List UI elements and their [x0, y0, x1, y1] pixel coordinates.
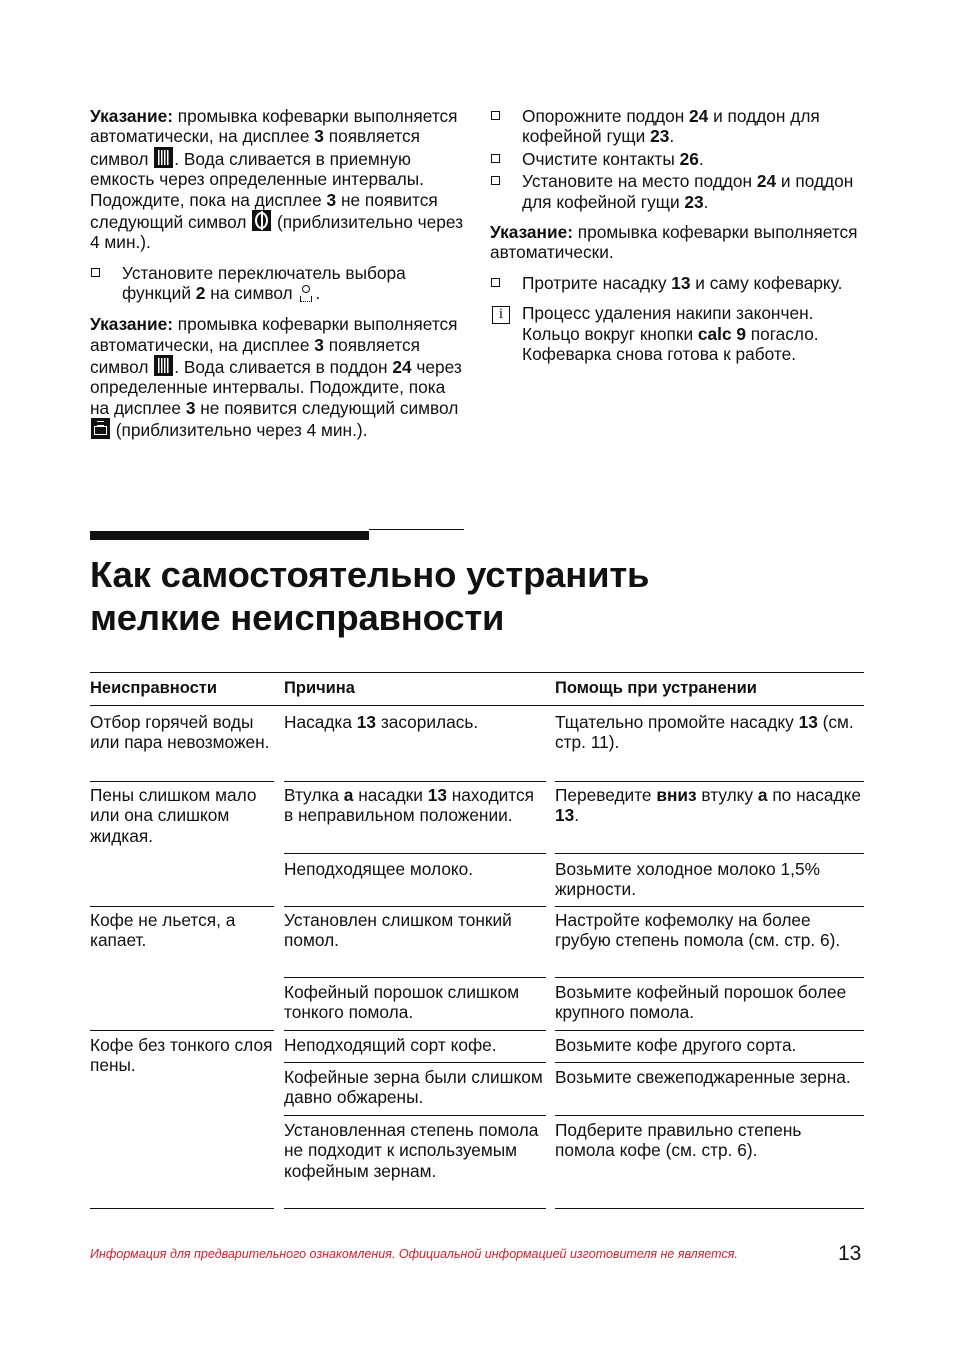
help-cell: Подберите правильно степень помола кофе (см. стр. 6).: [555, 1120, 802, 1161]
cause-cell: Кофейные зерна были слишком давно обжарены.: [284, 1067, 543, 1108]
help-cell: Возьмите холодное молоко 1,5% жирности.: [555, 859, 820, 900]
right-column: [490, 106, 864, 374]
note-paragraph-2: Указание: промывка кофеварки выполняется автоматически, на дисплее 3 появляется символ . Вода сливается в поддон 24 через определенные интервалы. Подождите, пока на дисплее 3 не появится следующий символ (приблизительно через 4 мин.).: [90, 314, 462, 441]
instruction-bullet: Установите переключатель выбора функций 2 на символ .: [90, 263, 464, 304]
table-rule: [284, 1208, 546, 1209]
help-cell: Переведите вниз втулку a по насадке 13.: [555, 785, 861, 826]
cause-cell: Неподходящий сорт кофе.: [284, 1035, 497, 1055]
checkbox-bullet-icon: [491, 111, 500, 120]
table-rule: [555, 1030, 864, 1031]
calc-symbol-icon: [252, 210, 271, 231]
table-rule: [555, 853, 864, 854]
table-rule: [555, 1062, 864, 1063]
table-rule: [555, 977, 864, 978]
left-column: [90, 106, 464, 451]
table-rule: [284, 906, 546, 907]
table-rule: [284, 977, 546, 978]
help-cell: Возьмите кофе другого сорта.: [555, 1035, 797, 1055]
table-rule: [555, 906, 864, 907]
info-icon: i: [492, 306, 510, 324]
help-cell: Возьмите кофейный порошок более крупного помола.: [555, 982, 847, 1023]
table-rule: [90, 781, 274, 782]
table-rule: [555, 1208, 864, 1209]
section-rule: [90, 531, 369, 540]
checkbox-bullet-icon: [91, 268, 100, 277]
tray-symbol-icon: [91, 418, 110, 439]
fault-cell: Отбор горячей воды или пара невозможен.: [90, 712, 270, 753]
info-paragraph: i Процесс удаления накипи закончен. Кольцо вокруг кнопки calc 9 погасло. Кофеварка снова готова к работе.: [490, 303, 864, 364]
fault-cell: Пены слишком мало или она слишком жидкая.: [90, 785, 257, 846]
table-rule: [90, 672, 864, 673]
table-rule: [555, 1115, 864, 1116]
table-rule: [555, 781, 864, 782]
checkbox-bullet-icon: [491, 176, 500, 185]
column-header-cause: Причина: [284, 679, 355, 697]
cause-cell: Насадка 13 засорилась.: [284, 712, 479, 732]
table-rule: [284, 1030, 546, 1031]
cause-cell: Установленная степень помола не подходит к используемым кофейным зернам.: [284, 1120, 539, 1181]
steam-nozzle-icon: [298, 284, 314, 304]
column-header-fault: Неисправности: [90, 679, 218, 697]
checkbox-bullet-icon: [491, 278, 500, 287]
section-title: Как самостоятельно устранить мелкие неисправности: [90, 554, 650, 638]
help-cell: Тщательно промойте насадку 13 (см. стр. 11).: [555, 712, 854, 753]
cause-cell: Установлен слишком тонкий помол.: [284, 910, 512, 951]
table-rule: [284, 781, 546, 782]
table-rule: [284, 853, 546, 854]
column-header-help: Помощь при устранении: [555, 679, 757, 697]
table-rule: [90, 906, 274, 907]
cause-cell: Неподходящее молоко.: [284, 859, 474, 879]
instruction-bullet: Протрите насадку 13 и саму кофеварку.: [490, 273, 864, 293]
drip-symbol-icon: [154, 147, 173, 168]
table-rule: [90, 1030, 274, 1031]
cause-cell: Втулка a насадки 13 находится в неправильном положении.: [284, 785, 535, 826]
instruction-bullet: Установите на место поддон 24 и поддон для кофейной гущи 23.: [490, 171, 864, 212]
table-rule: [284, 1115, 546, 1116]
fault-cell: Кофе не льется, а капает.: [90, 910, 236, 951]
cause-cell: Кофейный порошок слишком тонкого помола.: [284, 982, 520, 1023]
table-rule: [284, 1062, 546, 1063]
drip-symbol-icon: [154, 355, 173, 376]
page-number: 13: [838, 1242, 862, 1265]
checkbox-bullet-icon: [491, 154, 500, 163]
help-cell: Возьмите свежеподжаренные зерна.: [555, 1067, 851, 1087]
fault-cell: Кофе без тонкого слоя пены.: [90, 1035, 273, 1076]
instruction-bullet: Опорожните поддон 24 и поддон для кофейной гущи 23.: [490, 106, 864, 147]
divider: [369, 529, 464, 530]
table-rule: [90, 705, 864, 706]
note-paragraph-1: Указание: промывка кофеварки выполняется автоматически, на дисплее 3 появляется символ . Вода сливается в приемную емкость через определенные интервалы. Подождите, пока на дисплее 3 не появится следующий символ (приблизительно через 4 мин.).: [90, 106, 464, 253]
note-paragraph-3: Указание: промывка кофеварки выполняется автоматически.: [490, 222, 858, 263]
instruction-bullet: Очистите контакты 26.: [490, 149, 864, 169]
footer-disclaimer: Информация для предварительного ознакомления. Официальной информацией изготовителя не является.: [90, 1247, 738, 1261]
table-rule: [90, 1208, 274, 1209]
help-cell: Настройте кофемолку на более грубую степень помола (см. стр. 6).: [555, 910, 841, 951]
